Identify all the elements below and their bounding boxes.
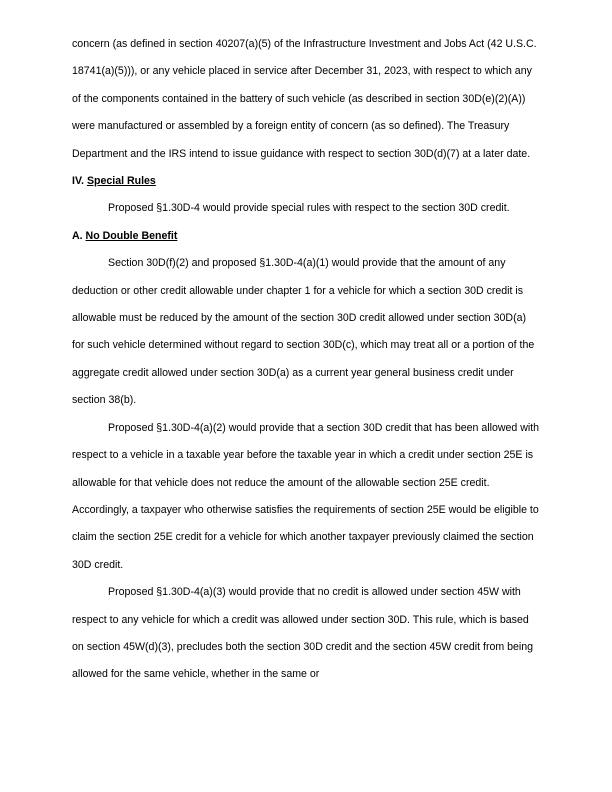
paragraph: Section 30D(f)(2) and proposed §1.30D-4(a)(1) would provide that the amount of any deduction or other credit allowable under chapter 1 for a vehicle for which a section 30D credit is allowable must be reduced by the amount of the section 30D credit allowed under section 30D(a) for such vehicle determined without regard to section 30D(c), which may treat all or a portion of the aggregate credit allowed under section 30D(a) as a current year general business credit under section 38(b). bbox=[72, 257, 535, 407]
paragraph: Proposed §1.30D-4(a)(3) would provide that no credit is allowed under section 45W with respect to any vehicle for which a credit was allowed under section 30D. This rule, which is based on section 45W(d)(3), precludes both the section 30D credit and the section 45W credit from being allowed for the same vehicle, whether in the same or bbox=[72, 586, 534, 681]
paragraph: Proposed §1.30D-4(a)(2) would provide that a section 30D credit that has been allowed with respect to a vehicle in a taxable year before the taxable year in which a credit under section 25E is allowable for that vehicle does not reduce the amount of the allowable section 25E credit. Accordingly, a taxpayer who otherwise satisfies the requirements of section 25E would be eligible to claim the section 25E credit for a vehicle for which another taxpayer previously claimed the section 30D credit. bbox=[72, 421, 540, 571]
paragraph: Proposed §1.30D-4 would provide special rules with respect to the section 30D credit. bbox=[108, 202, 510, 215]
section-heading-iv bbox=[72, 168, 540, 195]
section-title: No Double Benefit bbox=[85, 229, 178, 242]
section-title: Special Rules bbox=[86, 175, 156, 188]
section-number: A. bbox=[72, 229, 83, 242]
section-number: IV. bbox=[72, 175, 84, 188]
document-page bbox=[72, 31, 540, 689]
paragraph-continuation: concern (as defined in section 40207(a)(5) of the Infrastructure Investment and Jobs Act (42 U.S.C. 18741(a)(5))), or any vehicle placed in service after December 31, 2023, with respect to which any of the components contained in the battery of such vehicle (as described in section 30D(e)(2)(A)) were manufactured or assembled by a foreign entity of concern (as so defined). The Treasury Department and the IRS intend to issue guidance with respect to section 30D(d)(7) at a later date. bbox=[72, 38, 537, 160]
section-heading-a bbox=[72, 223, 540, 250]
